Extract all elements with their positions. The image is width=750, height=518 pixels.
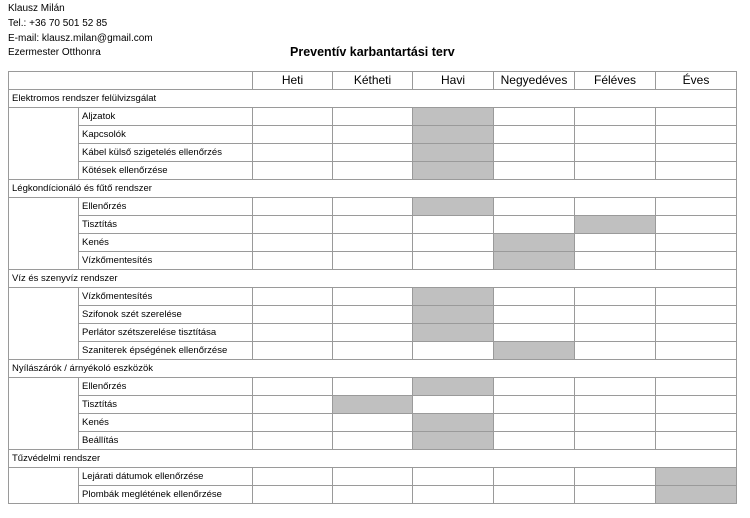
schedule-cell (656, 144, 737, 162)
schedule-cell (575, 396, 656, 414)
schedule-cell (253, 342, 333, 360)
schedule-cell (575, 378, 656, 396)
schedule-cell (494, 216, 575, 234)
schedule-cell-marked (575, 216, 656, 234)
schedule-cell (333, 414, 413, 432)
schedule-cell (333, 306, 413, 324)
schedule-cell (494, 324, 575, 342)
schedule-cell (575, 144, 656, 162)
schedule-cell (575, 252, 656, 270)
section-title: Elektromos rendszer felülvizsgálat (9, 90, 737, 108)
item-label: Ellenőrzés (79, 198, 253, 216)
schedule-cell (253, 378, 333, 396)
schedule-cell (333, 288, 413, 306)
column-header-3: Havi (413, 72, 494, 90)
schedule-cell (494, 468, 575, 486)
contact-company: Ezermester Otthonra (8, 47, 101, 58)
item-row (9, 414, 737, 432)
indent-cell (9, 162, 79, 180)
item-label: Perlátor szétszerelése tisztítása (79, 324, 253, 342)
item-row (9, 108, 737, 126)
schedule-cell (656, 432, 737, 450)
item-label: Kapcsolók (79, 126, 253, 144)
schedule-cell (333, 324, 413, 342)
schedule-cell-marked (333, 396, 413, 414)
schedule-cell (494, 288, 575, 306)
indent-cell (9, 414, 79, 432)
schedule-cell (656, 306, 737, 324)
indent-cell (9, 378, 79, 396)
schedule-cell (253, 432, 333, 450)
schedule-cell (413, 468, 494, 486)
schedule-cell (656, 378, 737, 396)
schedule-cell (253, 252, 333, 270)
schedule-cell-marked (413, 306, 494, 324)
schedule-cell (333, 108, 413, 126)
schedule-cell (253, 288, 333, 306)
schedule-cell (413, 252, 494, 270)
schedule-cell (656, 396, 737, 414)
schedule-cell-marked (494, 234, 575, 252)
item-label: Kötések ellenőrzése (79, 162, 253, 180)
schedule-cell (253, 324, 333, 342)
item-row (9, 306, 737, 324)
section-row (9, 90, 737, 108)
schedule-cell (253, 306, 333, 324)
schedule-cell (575, 126, 656, 144)
schedule-cell (494, 144, 575, 162)
schedule-cell-marked (413, 108, 494, 126)
item-label: Lejárati dátumok ellenőrzése (79, 468, 253, 486)
schedule-cell (253, 396, 333, 414)
schedule-cell (656, 324, 737, 342)
schedule-cell (656, 108, 737, 126)
maintenance-plan-table (8, 71, 737, 504)
schedule-cell-marked (413, 288, 494, 306)
schedule-cell-marked (494, 342, 575, 360)
schedule-cell (413, 342, 494, 360)
indent-cell (9, 252, 79, 270)
item-label: Kenés (79, 414, 253, 432)
schedule-cell (575, 288, 656, 306)
item-label: Kenés (79, 234, 253, 252)
schedule-cell (656, 162, 737, 180)
schedule-cell (656, 216, 737, 234)
column-header-1: Heti (253, 72, 333, 90)
schedule-cell (253, 198, 333, 216)
item-row (9, 378, 737, 396)
item-row (9, 432, 737, 450)
section-row (9, 270, 737, 288)
item-row (9, 486, 737, 504)
schedule-cell (253, 108, 333, 126)
schedule-cell-marked (413, 432, 494, 450)
schedule-cell (656, 198, 737, 216)
section-title: Légkondícionáló és fűtő rendszer (9, 180, 737, 198)
schedule-cell (656, 234, 737, 252)
section-row (9, 360, 737, 378)
indent-cell (9, 324, 79, 342)
schedule-cell (253, 486, 333, 504)
schedule-cell (253, 234, 333, 252)
schedule-cell (494, 486, 575, 504)
item-label: Plombák meglétének ellenőrzése (79, 486, 253, 504)
contact-name: Klausz Milán (8, 3, 65, 14)
indent-cell (9, 486, 79, 504)
schedule-cell (253, 414, 333, 432)
item-row (9, 288, 737, 306)
schedule-cell (333, 432, 413, 450)
item-row (9, 144, 737, 162)
schedule-cell (413, 396, 494, 414)
schedule-cell (575, 162, 656, 180)
schedule-cell (575, 306, 656, 324)
schedule-cell-marked (413, 414, 494, 432)
schedule-cell (413, 234, 494, 252)
schedule-cell (656, 126, 737, 144)
item-row (9, 468, 737, 486)
schedule-cell (656, 252, 737, 270)
schedule-cell (575, 324, 656, 342)
schedule-cell (333, 486, 413, 504)
column-header-4: Negyedéves (494, 72, 575, 90)
column-header-6: Éves (656, 72, 737, 90)
schedule-cell (575, 414, 656, 432)
item-label: Kábel külső szigetelés ellenőrzés (79, 144, 253, 162)
indent-cell (9, 198, 79, 216)
item-row (9, 396, 737, 414)
item-label: Szifonok szét szerelése (79, 306, 253, 324)
section-title: Nyílászárók / árnyékoló eszközök (9, 360, 737, 378)
section-title: Víz és szenyvíz rendszer (9, 270, 737, 288)
schedule-cell-marked (494, 252, 575, 270)
schedule-cell (253, 216, 333, 234)
schedule-cell (333, 378, 413, 396)
schedule-cell-marked (413, 324, 494, 342)
schedule-cell (494, 432, 575, 450)
schedule-cell (494, 306, 575, 324)
schedule-cell (575, 198, 656, 216)
schedule-cell (494, 396, 575, 414)
schedule-cell (333, 216, 413, 234)
plan-table-body (9, 72, 737, 504)
schedule-cell (333, 126, 413, 144)
indent-cell (9, 216, 79, 234)
schedule-cell (494, 126, 575, 144)
schedule-cell (413, 216, 494, 234)
item-label: Szaniterek épségének ellenőrzése (79, 342, 253, 360)
schedule-cell (494, 198, 575, 216)
item-label: Tisztítás (79, 396, 253, 414)
schedule-cell-marked (413, 378, 494, 396)
item-label: Beállítás (79, 432, 253, 450)
schedule-cell (494, 414, 575, 432)
schedule-cell (333, 252, 413, 270)
schedule-cell (333, 468, 413, 486)
section-row (9, 180, 737, 198)
schedule-cell (575, 234, 656, 252)
indent-cell (9, 108, 79, 126)
section-row (9, 450, 737, 468)
indent-cell (9, 126, 79, 144)
item-label: Aljzatok (79, 108, 253, 126)
item-row (9, 252, 737, 270)
schedule-cell (575, 342, 656, 360)
indent-cell (9, 342, 79, 360)
schedule-cell (575, 432, 656, 450)
schedule-cell (333, 144, 413, 162)
indent-cell (9, 432, 79, 450)
schedule-cell (253, 162, 333, 180)
schedule-cell (333, 342, 413, 360)
schedule-cell (575, 108, 656, 126)
schedule-cell-marked (656, 468, 737, 486)
column-header-2: Kétheti (333, 72, 413, 90)
item-label: Vízkőmentesítés (79, 252, 253, 270)
schedule-cell-marked (656, 486, 737, 504)
schedule-cell (575, 486, 656, 504)
schedule-cell (656, 288, 737, 306)
schedule-cell (494, 108, 575, 126)
item-row (9, 216, 737, 234)
schedule-cell (494, 378, 575, 396)
schedule-cell-marked (413, 144, 494, 162)
column-header-row (9, 72, 737, 90)
header-blank-cell (9, 72, 253, 90)
schedule-cell (413, 486, 494, 504)
schedule-cell (494, 162, 575, 180)
schedule-cell (253, 144, 333, 162)
indent-cell (9, 306, 79, 324)
indent-cell (9, 396, 79, 414)
schedule-cell (333, 162, 413, 180)
schedule-cell (333, 234, 413, 252)
item-row (9, 234, 737, 252)
section-title: Tűzvédelmi rendszer (9, 450, 737, 468)
schedule-cell (253, 468, 333, 486)
item-row (9, 324, 737, 342)
item-label: Vízkőmentesítés (79, 288, 253, 306)
schedule-cell (253, 126, 333, 144)
indent-cell (9, 144, 79, 162)
schedule-cell (333, 198, 413, 216)
schedule-cell (656, 414, 737, 432)
schedule-cell-marked (413, 126, 494, 144)
indent-cell (9, 288, 79, 306)
item-label: Tisztítás (79, 216, 253, 234)
page-title: Preventív karbantartási terv (290, 45, 455, 59)
schedule-cell (575, 468, 656, 486)
item-row (9, 162, 737, 180)
contact-phone: Tel.: +36 70 501 52 85 (8, 18, 108, 29)
item-label: Ellenőrzés (79, 378, 253, 396)
contact-email: E-mail: klausz.milan@gmail.com (8, 33, 153, 44)
schedule-cell-marked (413, 198, 494, 216)
item-row (9, 342, 737, 360)
item-row (9, 198, 737, 216)
schedule-cell (656, 342, 737, 360)
schedule-cell-marked (413, 162, 494, 180)
item-row (9, 126, 737, 144)
column-header-5: Féléves (575, 72, 656, 90)
indent-cell (9, 234, 79, 252)
indent-cell (9, 468, 79, 486)
